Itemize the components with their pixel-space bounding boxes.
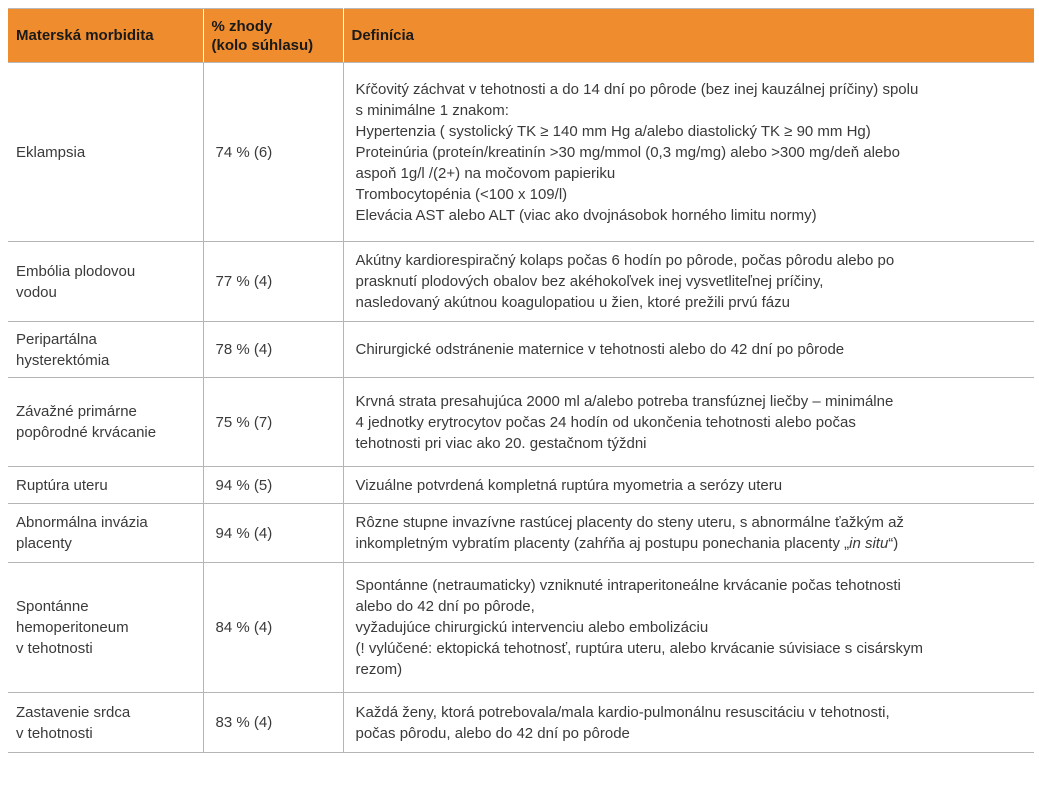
agreement-cell	[203, 504, 343, 563]
morbidity-text: popôrodné krvácanie	[16, 424, 157, 441]
definition-text: inkompletným vybratím placenty (zahŕňa aj postupu ponechania placenty „	[355, 535, 850, 552]
agreement-value: 83 % (4)	[215, 714, 273, 731]
agreement-cell	[203, 242, 343, 322]
morbidity-cell	[8, 322, 203, 378]
definition-line: s minimálne 1 znakom:	[355, 101, 509, 119]
agreement-value: 84 % (4)	[215, 619, 273, 636]
morbidity-text: placenty	[16, 535, 72, 552]
agreement-value: 94 % (5)	[215, 476, 273, 494]
morbidity-cell	[8, 63, 203, 242]
table-row	[8, 504, 1034, 563]
definition-line: nasledovaný akútnou koagulopatiou u žien, ktoré prežili prvú fázu	[355, 294, 790, 311]
morbidity-text: v tehotnosti	[16, 724, 93, 742]
morbidity-cell	[8, 504, 203, 563]
morbidity-text: Peripartálna	[16, 330, 97, 348]
table-row	[8, 563, 1034, 693]
morbidity-text: v tehotnosti	[16, 640, 93, 657]
morbidity-text: vodou	[16, 283, 57, 301]
morbidity-text: hysterektómia	[16, 351, 110, 369]
header-agreement-line2: (kolo súhlasu)	[211, 36, 314, 54]
morbidity-cell	[8, 467, 203, 504]
morbidity-text: Závažné primárne	[16, 403, 137, 420]
definition-line: počas pôrodu, alebo do 42 dní po pôrode	[355, 724, 630, 742]
definition-cell	[343, 378, 1034, 467]
morbidity-table	[8, 8, 1034, 753]
agreement-cell	[203, 63, 343, 242]
table-body	[8, 63, 1034, 753]
agreement-cell	[203, 378, 343, 467]
agreement-value: 78 % (4)	[215, 341, 273, 358]
definition-cell	[343, 504, 1034, 563]
definition-line: Elevácia AST alebo ALT (viac ako dvojnásobok horného limitu normy)	[355, 206, 817, 224]
definition-line: Kŕčovitý záchvat v tehotnosti a do 14 dní po pôrode (bez inej kauzálnej príčiny) spolu	[355, 80, 919, 98]
definition-cell	[343, 63, 1034, 242]
header-morbidity-label: Materská morbidita	[16, 27, 154, 44]
morbidity-text: hemoperitoneum	[16, 619, 129, 636]
definition-line: Vizuálne potvrdená kompletná ruptúra myometria a serózy uteru	[355, 476, 783, 494]
definition-line: vyžadujúce chirurgickú intervenciu alebo embolizáciu	[355, 619, 709, 636]
definition-line: Krvná strata presahujúca 2000 ml a/alebo potreba transfúznej liečby – minimálne	[355, 392, 894, 410]
definition-line: 4 jednotky erytrocytov počas 24 hodín od ukončenia tehotnosti alebo počas	[355, 413, 856, 431]
table-row	[8, 63, 1034, 242]
definition-line: alebo do 42 dní po pôrode,	[355, 598, 535, 615]
header-definition-label: Definícia	[351, 27, 415, 44]
definition-cell	[343, 322, 1034, 378]
agreement-value: 75 % (7)	[215, 413, 273, 431]
agreement-value: 77 % (4)	[215, 273, 273, 290]
agreement-value: 94 % (4)	[215, 524, 273, 542]
agreement-value: 74 % (6)	[215, 143, 273, 161]
definition-line: Každá ženy, ktorá potrebovala/mala kardio-pulmonálnu resuscitáciu v tehotnosti,	[355, 703, 890, 721]
definition-cell	[343, 693, 1034, 753]
definition-line: Spontánne (netraumaticky) vzniknuté intraperitoneálne krvácanie počas tehotnosti	[355, 577, 901, 594]
header-definition	[343, 9, 1034, 63]
definition-line: Trombocytopénia (<100 x 109/l)	[355, 185, 568, 203]
definition-line: Chirurgické odstránenie maternice v tehotnosti alebo do 42 dní po pôrode	[355, 341, 845, 358]
header-agreement-line1: % zhody	[211, 17, 273, 35]
definition-line: (! vylúčené: ektopická tehotnosť, ruptúra uteru, alebo krvácanie súvisiace s cisárskym	[355, 640, 924, 657]
morbidity-cell	[8, 693, 203, 753]
morbidity-cell	[8, 563, 203, 693]
definition-cell	[343, 563, 1034, 693]
table-row	[8, 467, 1034, 504]
definition-line	[356, 533, 1027, 554]
definition-line: prasknutí plodových obalov bez akéhokoľvek inej vysvetliteľnej príčiny,	[355, 273, 824, 290]
agreement-cell	[203, 693, 343, 753]
morbidity-cell	[8, 378, 203, 467]
agreement-cell	[203, 322, 343, 378]
definition-line: Akútny kardiorespiračný kolaps počas 6 hodín po pôrode, počas pôrodu alebo po	[355, 252, 895, 269]
definition-cell	[343, 242, 1034, 322]
header-morbidity	[8, 9, 203, 63]
definition-line: Proteinúria (proteín/kreatinín >30 mg/mmol (0,3 mg/mg) alebo >300 mg/deň alebo	[355, 143, 900, 161]
table-header-row	[8, 9, 1034, 63]
definition-tail-text: “)	[888, 535, 899, 552]
definition-line: rezom)	[355, 661, 403, 678]
morbidity-cell	[8, 242, 203, 322]
table-row	[8, 378, 1034, 467]
table-row	[8, 242, 1034, 322]
definition-line: Hypertenzia ( systolický TK ≥ 140 mm Hg a/alebo diastolický TK ≥ 90 mm Hg)	[355, 122, 871, 140]
agreement-cell	[203, 563, 343, 693]
definition-italic-text: in situ	[849, 535, 889, 552]
table-row	[8, 693, 1034, 753]
definition-line: tehotnosti pri viac ako 20. gestačnom týždni	[355, 434, 647, 452]
morbidity-text: Zastavenie srdca	[16, 703, 131, 721]
morbidity-text: Embólia plodovou	[16, 262, 136, 280]
table-row	[8, 322, 1034, 378]
agreement-cell	[203, 467, 343, 504]
morbidity-text: Eklampsia	[16, 143, 86, 161]
morbidity-table-container	[8, 8, 1034, 753]
morbidity-text: Ruptúra uteru	[16, 476, 108, 494]
definition-line: Rôzne stupne invazívne rastúcej placenty do steny uteru, s abnormálne ťažkým až	[355, 514, 904, 531]
header-agreement	[203, 9, 343, 63]
definition-cell	[343, 467, 1034, 504]
morbidity-text: Abnormálna invázia	[16, 514, 148, 531]
definition-line: aspoň 1g/l /(2+) na močovom papieriku	[355, 164, 616, 182]
morbidity-text: Spontánne	[16, 598, 89, 615]
